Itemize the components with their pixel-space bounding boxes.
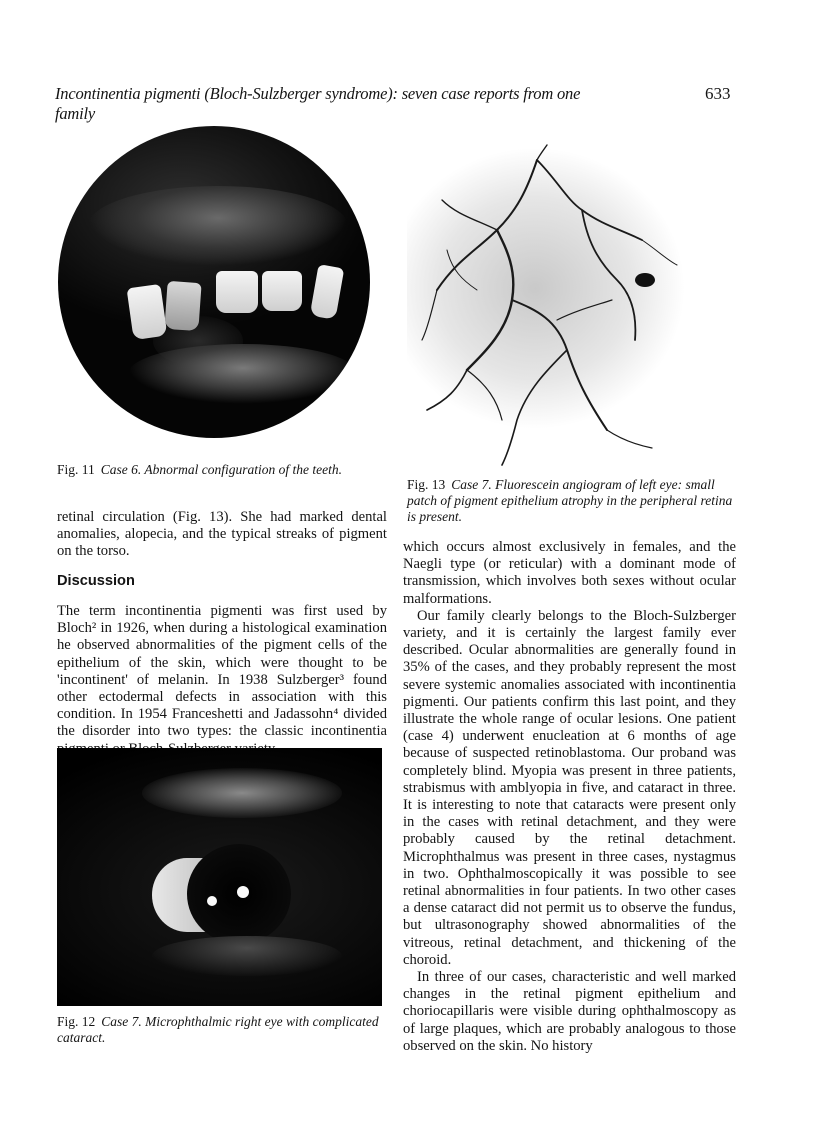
upper-lip (88, 186, 348, 266)
figure-12-eye-photo (57, 748, 382, 1006)
running-title: Incontinentia pigmenti (Bloch-Sulzberger syndrome): seven case reports from one family (55, 84, 581, 123)
figure-11-label: Fig. 11 (57, 462, 95, 477)
atrophy-patch (635, 273, 655, 287)
lower-eyelid (152, 936, 342, 976)
figure-11-caption-text: Case 6. Abnormal configuration of the teeth. (100, 462, 342, 477)
paragraph: retinal circulation (Fig. 13). She had marked dental anomalies, alopecia, and the typical streaks of pigment on the torso. (57, 509, 387, 560)
right-column-text (403, 539, 736, 1055)
discussion-text (57, 603, 387, 758)
paragraph: In three of our cases, characteristic and well marked changes in the retinal pigment epithelium and choriocapillaris were visible during ophthalmoscopy as of large plaques, which are probably analogous to those observed on the skin. No history (403, 969, 736, 1054)
tooth (127, 284, 168, 340)
paragraph: Our family clearly belongs to the Bloch-Sulzberger variety, and it is certainly the largest family ever described. Ocular abnormalities are generally found in 35% of the cases, and they probably represent the most severe systemic anomalies associated with incontinentia pigmenti. Our patients confirm this last point, and they illustrate the whole range of ocular lesions. One patient (case 4) underwent enucleation at 6 months of age because of suspected retinoblastoma. Our proband was completely blind. Myopia was present in three patients, strabismus with amblyopia in five, and cataract in three. It is interesting to note that cataracts were present only in the cases with retinal detachment, and they were probably caused by the retinal detachment. Microphthalmus was present in three cases, nystagmus in two. Ophthalmoscopically it was possible to see retinal abnormalities in four patients. In two other cases a dense cataract did not permit us to observe the fundus, but ultrasonography showed abnormalities of the vitreous, retinal detachment, and thickening of the choroid. (403, 607, 736, 968)
figure-13-angiogram (407, 140, 727, 470)
figure-11-caption (57, 462, 387, 478)
lower-lip (128, 344, 358, 404)
figure-13-label: Fig. 13 (407, 477, 446, 492)
figure-13-caption (407, 477, 737, 525)
figure-11-teeth-photo (58, 126, 370, 438)
figure-13-caption-text: Case 7. Fluorescein angiogram of left eye: small patch of pigment epithelium atrophy in the peripheral retina is present. (407, 477, 733, 524)
eyebrow (142, 768, 342, 818)
tooth (164, 281, 201, 331)
discussion-heading: Discussion (57, 573, 135, 589)
tooth (216, 271, 258, 313)
page-number: 633 (705, 84, 731, 103)
tooth (262, 271, 302, 311)
paragraph: which occurs almost exclusively in females, and the Naegli type (or reticular) with a dominant mode of transmission, which involves both sexes without ocular malformations. (403, 539, 736, 607)
light-reflection (237, 886, 249, 898)
light-reflection (207, 896, 217, 906)
figure-12-caption-text: Case 7. Microphthalmic right eye with complicated cataract. (57, 1014, 379, 1045)
paragraph: The term incontinentia pigmenti was first used by Bloch² in 1926, when during a histological examination he observed abnormalities of the pigment cells of the epithelium of the skin, which were thought to be 'incontinent' of melanin. In 1938 Sulzberger³ found other ectodermal defects in association with this condition. In 1954 Franceshetti and Jadassohn⁴ divided the disorder into two types: the classic incontinentia (57, 603, 387, 740)
figure-12-caption (57, 1014, 387, 1046)
tooth (310, 264, 345, 320)
continuation-paragraph (57, 509, 387, 561)
retinal-vessels-drawing (407, 140, 727, 470)
figure-12-label: Fig. 12 (57, 1014, 96, 1029)
